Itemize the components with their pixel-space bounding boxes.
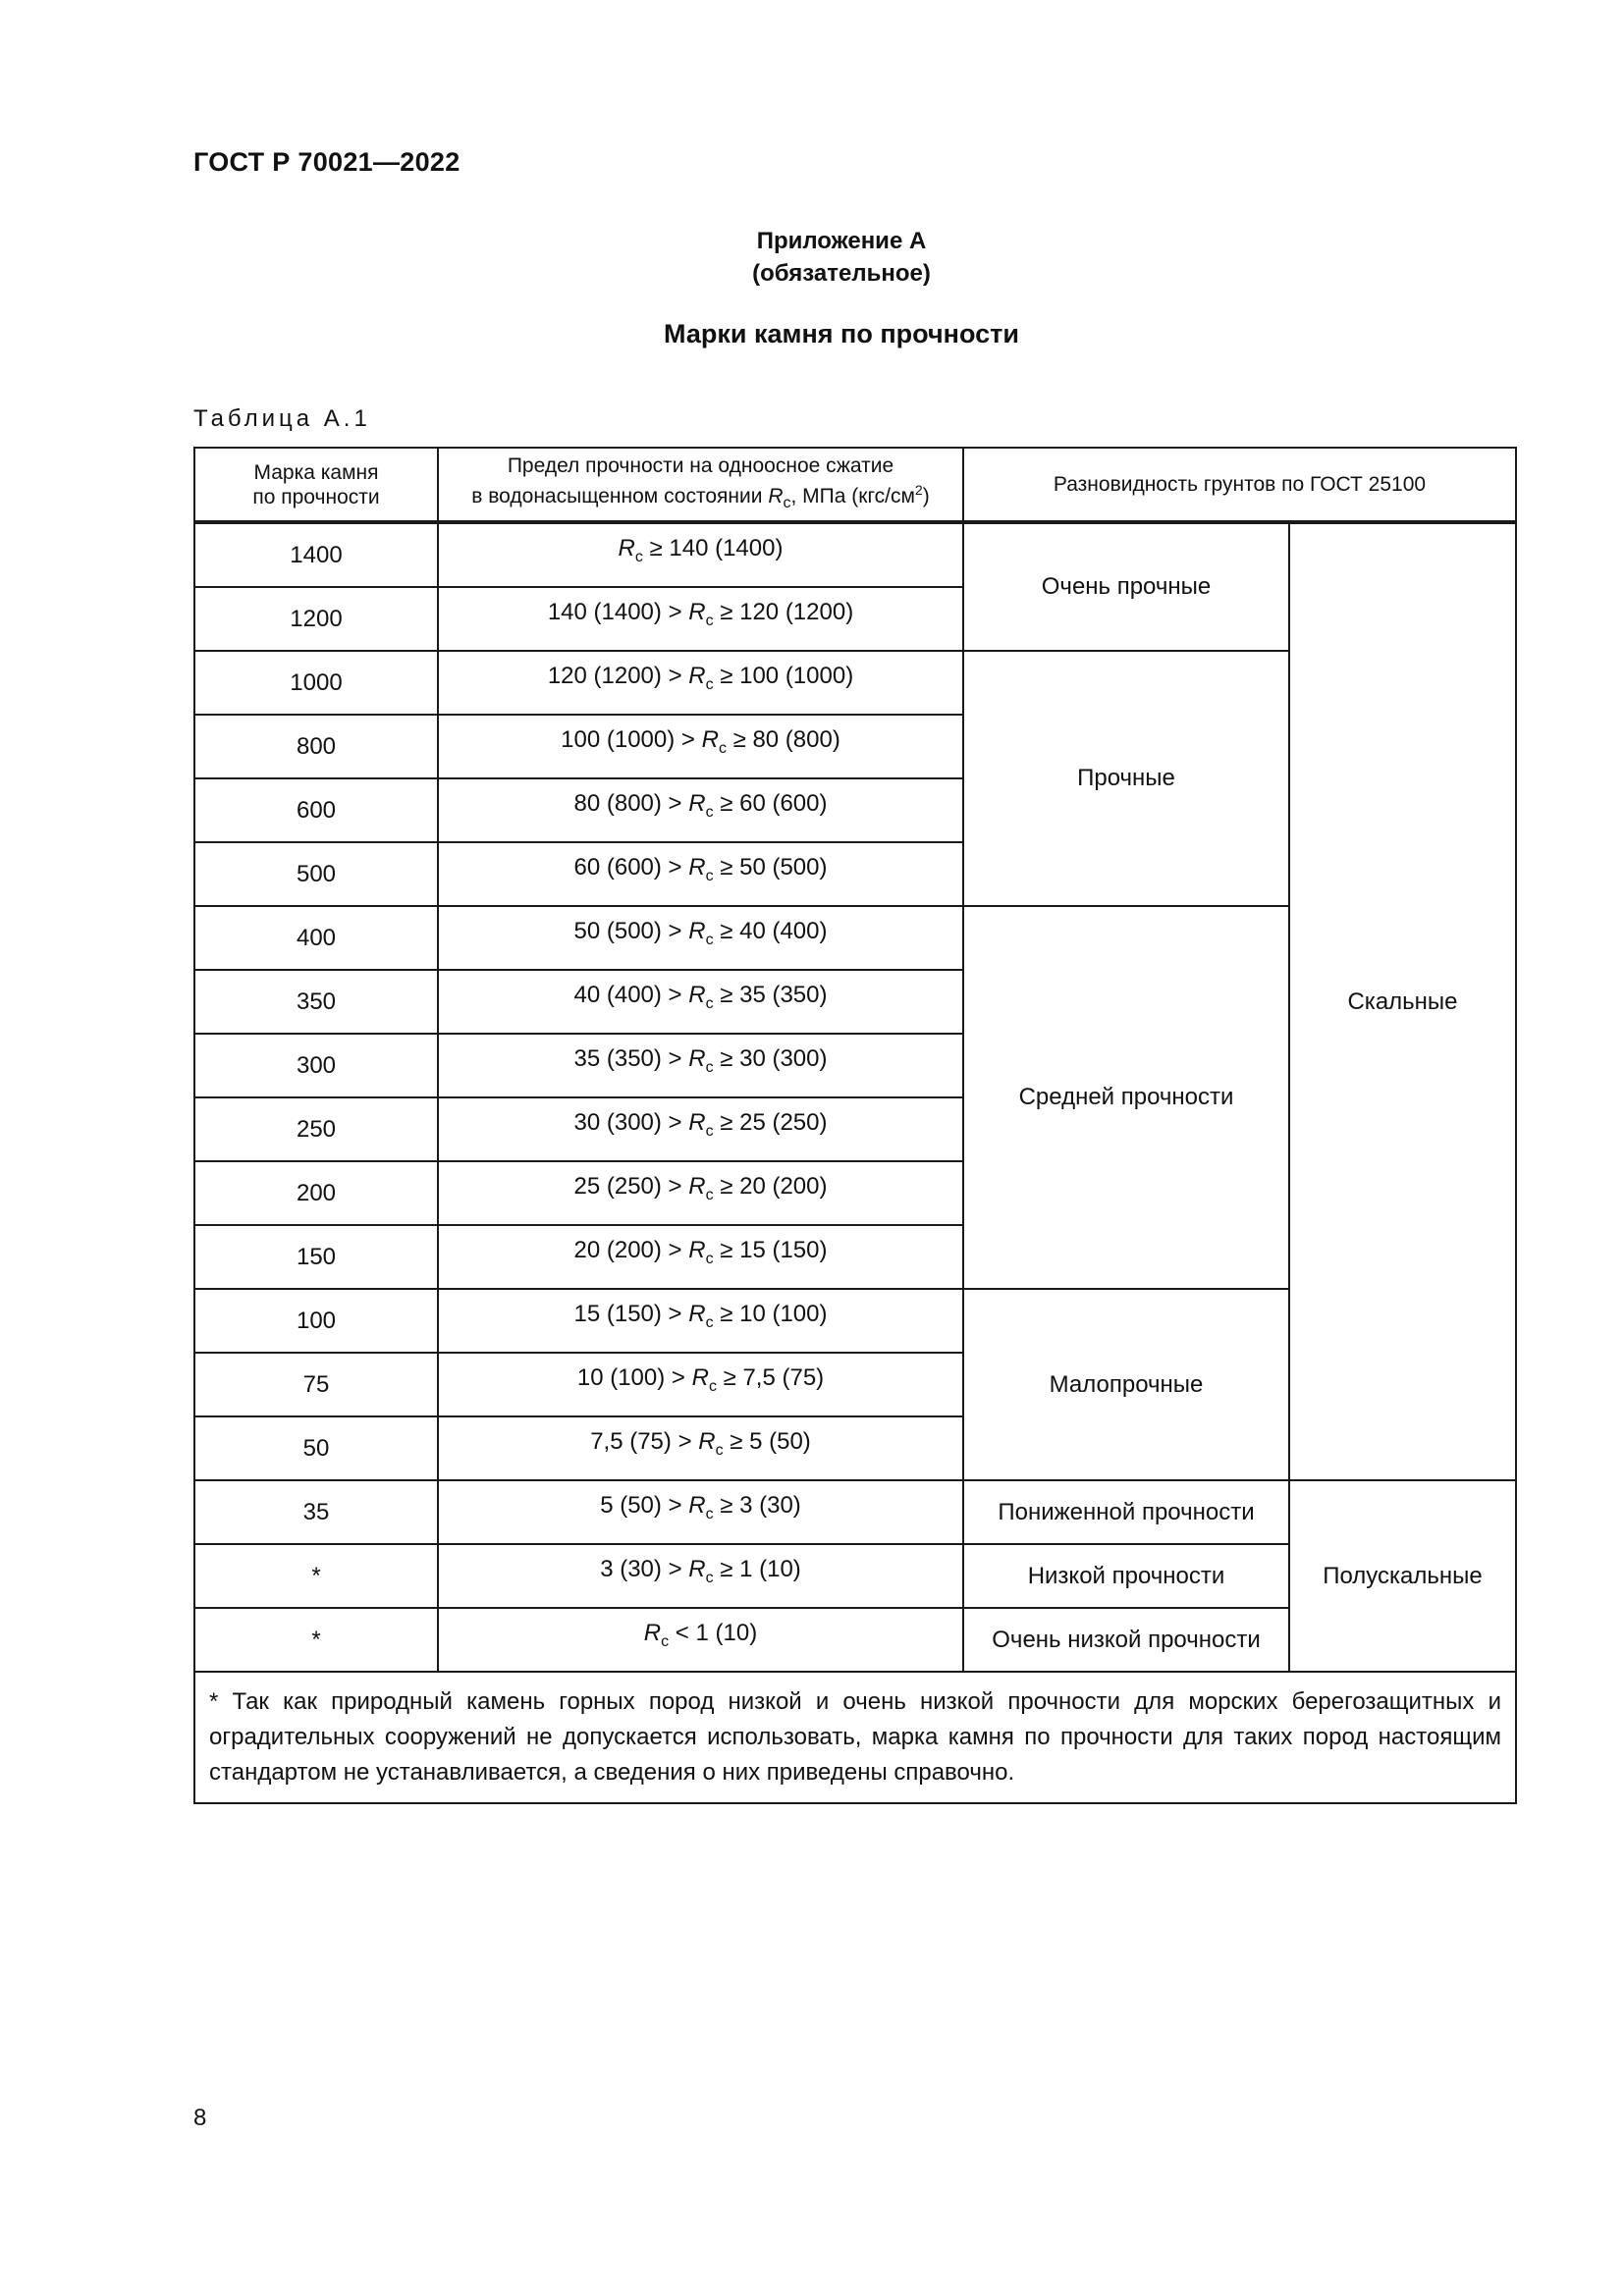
r-letter: R bbox=[688, 1236, 706, 1263]
r-subscript: c bbox=[705, 612, 714, 629]
strength-class-cell: Низкой прочности bbox=[963, 1544, 1289, 1608]
rock-group-cell: Полускальные bbox=[1289, 1480, 1516, 1672]
r-letter: R bbox=[688, 1108, 706, 1136]
r-subscript: c bbox=[705, 867, 714, 884]
strength-limit-cell bbox=[438, 522, 963, 587]
limit-lower: ≥ 80 (800) bbox=[726, 725, 840, 753]
strength-class-cell: Прочные bbox=[963, 651, 1289, 906]
limit-lower: ≥ 35 (350) bbox=[713, 981, 828, 1008]
strength-limit-cell bbox=[438, 1225, 963, 1289]
header-r-letter: R bbox=[768, 484, 784, 507]
limit-upper: 7,5 (75) > bbox=[590, 1427, 699, 1455]
strength-limit-cell bbox=[438, 1353, 963, 1416]
r-subscript: c bbox=[705, 1505, 714, 1522]
header-limit-sup: 2 bbox=[914, 481, 923, 498]
limit-lower: ≥ 30 (300) bbox=[713, 1044, 828, 1072]
header-grade-line2: по прочности bbox=[252, 485, 380, 508]
limit-lower: ≥ 1 (10) bbox=[713, 1555, 801, 1582]
strength-limit-cell bbox=[438, 651, 963, 715]
r-letter: R bbox=[691, 1363, 709, 1391]
r-symbol bbox=[688, 598, 714, 629]
r-symbol bbox=[688, 981, 714, 1012]
r-letter: R bbox=[688, 1044, 706, 1072]
r-letter: R bbox=[688, 598, 706, 625]
annex-block bbox=[0, 225, 1624, 290]
r-letter: R bbox=[701, 725, 719, 753]
header-limit-line2: в водонасыщенном состоянии bbox=[471, 484, 763, 507]
r-symbol bbox=[688, 917, 714, 948]
grade-cell: * bbox=[194, 1544, 438, 1608]
r-symbol bbox=[688, 1172, 714, 1203]
grade-cell: 50 bbox=[194, 1416, 438, 1480]
r-letter: R bbox=[688, 1555, 706, 1582]
strength-limit-cell bbox=[438, 1416, 963, 1480]
limit-upper: 20 (200) > bbox=[573, 1236, 689, 1263]
r-symbol bbox=[688, 1491, 714, 1522]
r-symbol bbox=[688, 853, 714, 884]
header-limit-line1: Предел прочности на одноосное сжатие bbox=[507, 454, 894, 477]
strength-grade-table bbox=[193, 447, 1517, 1804]
limit-upper: 120 (1200) > bbox=[547, 662, 689, 689]
r-symbol bbox=[688, 1044, 714, 1076]
limit-lower: ≥ 20 (200) bbox=[713, 1172, 828, 1200]
grade-cell: 150 bbox=[194, 1225, 438, 1289]
r-letter: R bbox=[688, 1300, 706, 1327]
limit-upper: 30 (300) > bbox=[573, 1108, 689, 1136]
limit-lower: ≥ 3 (30) bbox=[713, 1491, 801, 1519]
strength-limit-cell bbox=[438, 1608, 963, 1672]
r-subscript: c bbox=[705, 994, 714, 1012]
r-subscript: c bbox=[705, 1058, 714, 1076]
r-letter: R bbox=[688, 981, 706, 1008]
grade-cell: 200 bbox=[194, 1161, 438, 1225]
annex-title: Приложение А bbox=[756, 228, 927, 254]
r-symbol bbox=[688, 1300, 714, 1331]
strength-limit-cell bbox=[438, 1097, 963, 1161]
limit-lower: ≥ 50 (500) bbox=[713, 853, 828, 881]
grade-cell: 35 bbox=[194, 1480, 438, 1544]
limit-upper: 60 (600) > bbox=[573, 853, 689, 881]
limit-lower: ≥ 60 (600) bbox=[713, 789, 828, 817]
grade-cell: 1200 bbox=[194, 587, 438, 651]
r-subscript: c bbox=[708, 1377, 717, 1395]
r-subscript: c bbox=[705, 931, 714, 948]
r-subscript: c bbox=[718, 739, 727, 757]
grade-cell: 800 bbox=[194, 715, 438, 778]
grade-cell: 500 bbox=[194, 842, 438, 906]
grade-cell: 300 bbox=[194, 1034, 438, 1097]
strength-limit-cell bbox=[438, 1544, 963, 1608]
r-symbol bbox=[691, 1363, 717, 1395]
limit-lower: ≥ 25 (250) bbox=[713, 1108, 828, 1136]
limit-upper: 3 (30) > bbox=[600, 1555, 689, 1582]
grade-cell: 250 bbox=[194, 1097, 438, 1161]
grade-cell: * bbox=[194, 1608, 438, 1672]
r-symbol bbox=[643, 1619, 670, 1650]
limit-upper: 25 (250) > bbox=[573, 1172, 689, 1200]
limit-upper: 10 (100) > bbox=[576, 1363, 692, 1391]
limit-lower: ≥ 10 (100) bbox=[713, 1300, 828, 1327]
footnote-row bbox=[194, 1672, 1516, 1803]
limit-lower: ≥ 40 (400) bbox=[713, 917, 828, 944]
annex-status: (обязательное) bbox=[752, 260, 931, 287]
r-letter: R bbox=[688, 1491, 706, 1519]
grade-cell: 600 bbox=[194, 778, 438, 842]
limit-upper: 15 (150) > bbox=[573, 1300, 689, 1327]
strength-limit-cell bbox=[438, 715, 963, 778]
strength-limit-cell bbox=[438, 1480, 963, 1544]
page-number: 8 bbox=[193, 2105, 207, 2131]
grade-cell: 75 bbox=[194, 1353, 438, 1416]
limit-upper: 35 (350) > bbox=[573, 1044, 689, 1072]
r-subscript: c bbox=[705, 1569, 714, 1586]
r-subscript: c bbox=[634, 548, 643, 565]
strength-limit-cell bbox=[438, 1034, 963, 1097]
rock-group-cell: Скальные bbox=[1289, 522, 1516, 1480]
table-footnote: * Так как природный камень горных пород низкой и очень низкой прочности для морских берегозащитных и оградительных сооружений не допускается использовать, марка камня по прочности для таких пород настоящим стандартом не устанавливается, а сведения о них приведены справочно. bbox=[194, 1672, 1516, 1803]
limit-upper: 5 (50) > bbox=[600, 1491, 689, 1519]
limit-lower: ≥ 120 (1200) bbox=[713, 598, 854, 625]
header-limit bbox=[438, 448, 963, 522]
r-subscript: c bbox=[661, 1632, 670, 1650]
document-id: ГОСТ Р 70021—2022 bbox=[193, 147, 460, 177]
strength-limit-cell bbox=[438, 1161, 963, 1225]
r-letter: R bbox=[688, 789, 706, 817]
r-letter: R bbox=[698, 1427, 716, 1455]
limit-lower: ≥ 15 (150) bbox=[713, 1236, 828, 1263]
r-letter: R bbox=[688, 1172, 706, 1200]
table-row bbox=[194, 1480, 1516, 1544]
r-subscript: c bbox=[705, 1250, 714, 1267]
table-row bbox=[194, 522, 1516, 587]
r-letter: R bbox=[688, 853, 706, 881]
grade-cell: 1400 bbox=[194, 522, 438, 587]
limit-upper: 50 (500) > bbox=[573, 917, 689, 944]
r-symbol bbox=[701, 725, 727, 757]
limit-lower: < 1 (10) bbox=[669, 1619, 758, 1646]
limit-lower: ≥ 7,5 (75) bbox=[716, 1363, 825, 1391]
annex-heading: Марки камня по прочности bbox=[664, 319, 1019, 348]
r-symbol bbox=[698, 1427, 724, 1459]
r-subscript: c bbox=[705, 1313, 714, 1331]
table-header-row bbox=[194, 448, 1516, 522]
header-soil: Разновидность грунтов по ГОСТ 25100 bbox=[963, 448, 1516, 522]
r-letter: R bbox=[643, 1619, 662, 1646]
r-subscript: c bbox=[715, 1441, 724, 1459]
r-letter: R bbox=[688, 917, 706, 944]
strength-limit-cell bbox=[438, 587, 963, 651]
header-grade bbox=[194, 448, 438, 522]
header-r-symbol bbox=[768, 484, 791, 512]
grade-cell: 100 bbox=[194, 1289, 438, 1353]
r-symbol bbox=[688, 1108, 714, 1140]
r-letter: R bbox=[618, 534, 635, 561]
header-limit-close: ) bbox=[922, 484, 930, 507]
r-letter: R bbox=[688, 662, 706, 689]
limit-upper: 80 (800) > bbox=[573, 789, 689, 817]
header-limit-unit: , МПа (кгс/см bbox=[790, 484, 915, 507]
r-subscript: c bbox=[705, 675, 714, 693]
r-symbol bbox=[688, 1555, 714, 1586]
r-subscript: c bbox=[705, 803, 714, 821]
r-symbol bbox=[688, 1236, 714, 1267]
grade-cell: 350 bbox=[194, 970, 438, 1034]
limit-upper: 140 (1400) > bbox=[547, 598, 689, 625]
r-symbol bbox=[618, 534, 643, 565]
strength-class-cell: Малопрочные bbox=[963, 1289, 1289, 1480]
limit-upper: 100 (1000) > bbox=[561, 725, 702, 753]
strength-class-cell: Очень прочные bbox=[963, 522, 1289, 651]
limit-upper: 40 (400) > bbox=[573, 981, 689, 1008]
grade-cell: 1000 bbox=[194, 651, 438, 715]
header-r-sub: c bbox=[783, 495, 791, 512]
r-symbol bbox=[688, 662, 714, 693]
limit-lower: ≥ 100 (1000) bbox=[713, 662, 854, 689]
strength-limit-cell bbox=[438, 906, 963, 970]
strength-limit-cell bbox=[438, 778, 963, 842]
limit-lower: ≥ 5 (50) bbox=[723, 1427, 811, 1455]
r-subscript: c bbox=[705, 1122, 714, 1140]
r-subscript: c bbox=[705, 1186, 714, 1203]
strength-limit-cell bbox=[438, 1289, 963, 1353]
r-symbol bbox=[688, 789, 714, 821]
strength-limit-cell bbox=[438, 970, 963, 1034]
strength-class-cell: Очень низкой прочности bbox=[963, 1608, 1289, 1672]
grade-cell: 400 bbox=[194, 906, 438, 970]
limit-lower: ≥ 140 (1400) bbox=[642, 534, 784, 561]
strength-class-cell: Средней прочности bbox=[963, 906, 1289, 1289]
header-grade-line1: Марка камня bbox=[253, 460, 379, 484]
strength-class-cell: Пониженной прочности bbox=[963, 1480, 1289, 1544]
strength-limit-cell bbox=[438, 842, 963, 906]
table-label: Таблица А.1 bbox=[193, 405, 371, 432]
